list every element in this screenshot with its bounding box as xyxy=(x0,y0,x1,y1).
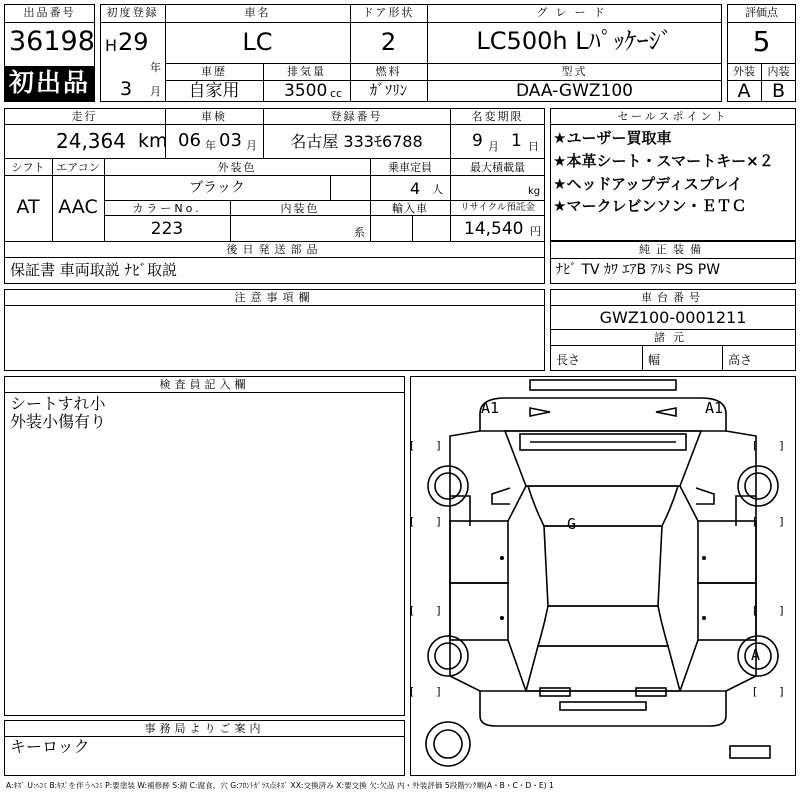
interior-grade: B xyxy=(771,80,786,102)
max-load-label: 最大積載量 xyxy=(470,161,525,174)
color-value: ブラック xyxy=(189,180,245,196)
mileage-value: 24,364 xyxy=(56,129,126,153)
plate-value: 名古屋 333ﾓ6788 xyxy=(290,132,423,151)
selling-point: ★マークレビンソン・ＥＴＣ xyxy=(553,197,747,215)
damage-mark: A xyxy=(751,646,761,664)
max-load-unit: kg xyxy=(528,186,541,197)
lot-label: 出品番号 xyxy=(23,6,76,19)
later-parts-label: 後日発送部品 xyxy=(226,243,323,256)
inspection-month-unit: 月 xyxy=(246,139,257,152)
color-label: 外装色 xyxy=(217,161,257,174)
mileage-label: 走行 xyxy=(71,110,98,123)
selling-point: ★ユーザー買取車 xyxy=(553,129,672,147)
chassis-label: 車台番号 xyxy=(641,291,705,304)
inspection-label: 車検 xyxy=(201,110,227,123)
later-parts-value: 保証書 車両取説 ﾅﾋﾞ取説 xyxy=(10,261,178,279)
shift-value: AT xyxy=(16,196,40,218)
recycle-value: 14,540 xyxy=(464,219,524,239)
selling-point: ★本革シート・スマートキー×２ xyxy=(553,152,774,170)
interior-label: 内装 xyxy=(767,65,790,78)
dims-length: 長さ xyxy=(556,353,581,367)
bracket-mark: [ ] xyxy=(753,685,784,698)
damage-mark: A1 xyxy=(481,399,500,417)
bracket-mark: [ ] xyxy=(410,604,441,617)
capacity-value: 4 xyxy=(410,179,421,198)
import-label: 輸入車 xyxy=(392,202,428,215)
name-change-day-unit: 日 xyxy=(528,140,539,153)
office-label: 事務局よりご案内 xyxy=(144,722,265,735)
equipment-label: 純正装備 xyxy=(639,243,707,256)
score-label: 評価点 xyxy=(745,6,778,19)
bracket-mark: [ ] xyxy=(410,515,441,528)
bracket-mark: [ ] xyxy=(753,439,784,452)
mileage-unit: km xyxy=(138,130,168,152)
interior-color-unit: 系 xyxy=(354,226,365,239)
first-time-badge-text: 初出品 xyxy=(8,68,90,97)
exterior-grade: A xyxy=(737,80,751,102)
registration-era: H xyxy=(105,36,118,55)
selling-points-label: セールスポイント xyxy=(617,110,729,123)
name-change-month: 9 xyxy=(472,131,483,151)
damage-mark: A1 xyxy=(705,399,724,417)
dims-label: 諸元 xyxy=(654,331,692,344)
exterior-label: 外装 xyxy=(733,65,755,78)
aircon-label: エアコン xyxy=(56,161,100,174)
notes-label: 注意事項欄 xyxy=(234,291,315,304)
grade-value: LC500h Lﾊﾟｯｹｰｼﾞ xyxy=(476,27,673,55)
legend: A:ｷｽﾞ U:ﾍｺﾐ B:ｷｽﾞを伴うﾍｺﾐ P:要塗装 W:補修跡 S:錆 C:腐食、穴 G:ﾌﾛﾝﾄｶﾞﾗｽ点ｷｽﾞ XX:交換済み X:要交換 欠:欠品 内・外装評価 5段階ﾗﾝｸ順(A・B・C・D・E) 1 xyxy=(6,781,554,790)
displacement-unit: cc xyxy=(330,87,343,100)
recycle-label: リサイクル預託金 xyxy=(460,202,535,213)
color-no-label: カラーNo. xyxy=(132,202,202,215)
interior-color-label: 内装色 xyxy=(280,202,320,215)
recycle-unit: 円 xyxy=(530,225,541,238)
office-value: キーロック xyxy=(10,737,90,756)
dims-height: 高さ xyxy=(728,353,753,367)
selling-point: ★ヘッドアップディスプレイ xyxy=(553,175,743,193)
damage-mark: G xyxy=(567,515,577,533)
inspector-line: 外装小傷有り xyxy=(10,412,107,431)
chassis-value: GWZ100-0001211 xyxy=(599,308,747,327)
history-value: 自家用 xyxy=(188,81,240,101)
bracket-mark: [ ] xyxy=(753,604,784,617)
doors-label: ドア形状 xyxy=(362,6,415,19)
registration-month: 3 xyxy=(120,78,133,100)
capacity-label: 乗車定員 xyxy=(388,161,432,174)
history-label: 車歴 xyxy=(201,65,227,78)
name-change-day: 1 xyxy=(511,131,522,151)
displacement-label: 排気量 xyxy=(287,65,326,78)
name-change-label: 名変期限 xyxy=(471,110,524,123)
car-name-value: LC xyxy=(242,28,273,56)
score-value: 5 xyxy=(752,25,771,58)
model-value: DAA-GWZ100 xyxy=(516,81,633,101)
shift-label: シフト xyxy=(11,161,45,174)
registration-month-unit: 月 xyxy=(150,85,161,98)
lot-number: 36198 xyxy=(9,26,95,57)
registration-year-unit: 年 xyxy=(150,61,161,74)
inspector-label: 検査員記入欄 xyxy=(159,378,250,391)
name-change-month-unit: 月 xyxy=(488,140,499,153)
capacity-unit: 人 xyxy=(432,183,443,196)
equipment-value: ﾅﾋﾞ TV ｶﾜ ｴｱB ｱﾙﾐ PS PW xyxy=(556,262,721,278)
bracket-mark: [ ] xyxy=(410,685,441,698)
inspection-month: 03 xyxy=(219,130,242,151)
fuel-value: ｶﾞｿﾘﾝ xyxy=(369,81,408,99)
model-label: 型式 xyxy=(561,65,588,78)
car-outline-diagram xyxy=(410,376,796,776)
bracket-mark: [ ] xyxy=(410,439,441,452)
inspection-year: 06 xyxy=(178,130,201,151)
bracket-mark: [ ] xyxy=(753,515,784,528)
aircon-value: AAC xyxy=(58,196,98,218)
dims-width: 幅 xyxy=(648,353,661,367)
inspector-line: シートすれ小 xyxy=(10,394,106,413)
grade-label: グレード xyxy=(536,6,613,19)
registration-label: 初度登録 xyxy=(106,6,159,19)
color-no-value: 223 xyxy=(150,219,184,239)
plate-label: 登録番号 xyxy=(330,110,383,123)
car-name-label: 車名 xyxy=(244,6,271,19)
fuel-label: 燃料 xyxy=(375,65,402,78)
registration-year: 29 xyxy=(118,28,149,56)
displacement-value: 3500 xyxy=(284,81,328,101)
doors-value: 2 xyxy=(380,28,397,56)
inspection-year-unit: 年 xyxy=(205,139,216,152)
